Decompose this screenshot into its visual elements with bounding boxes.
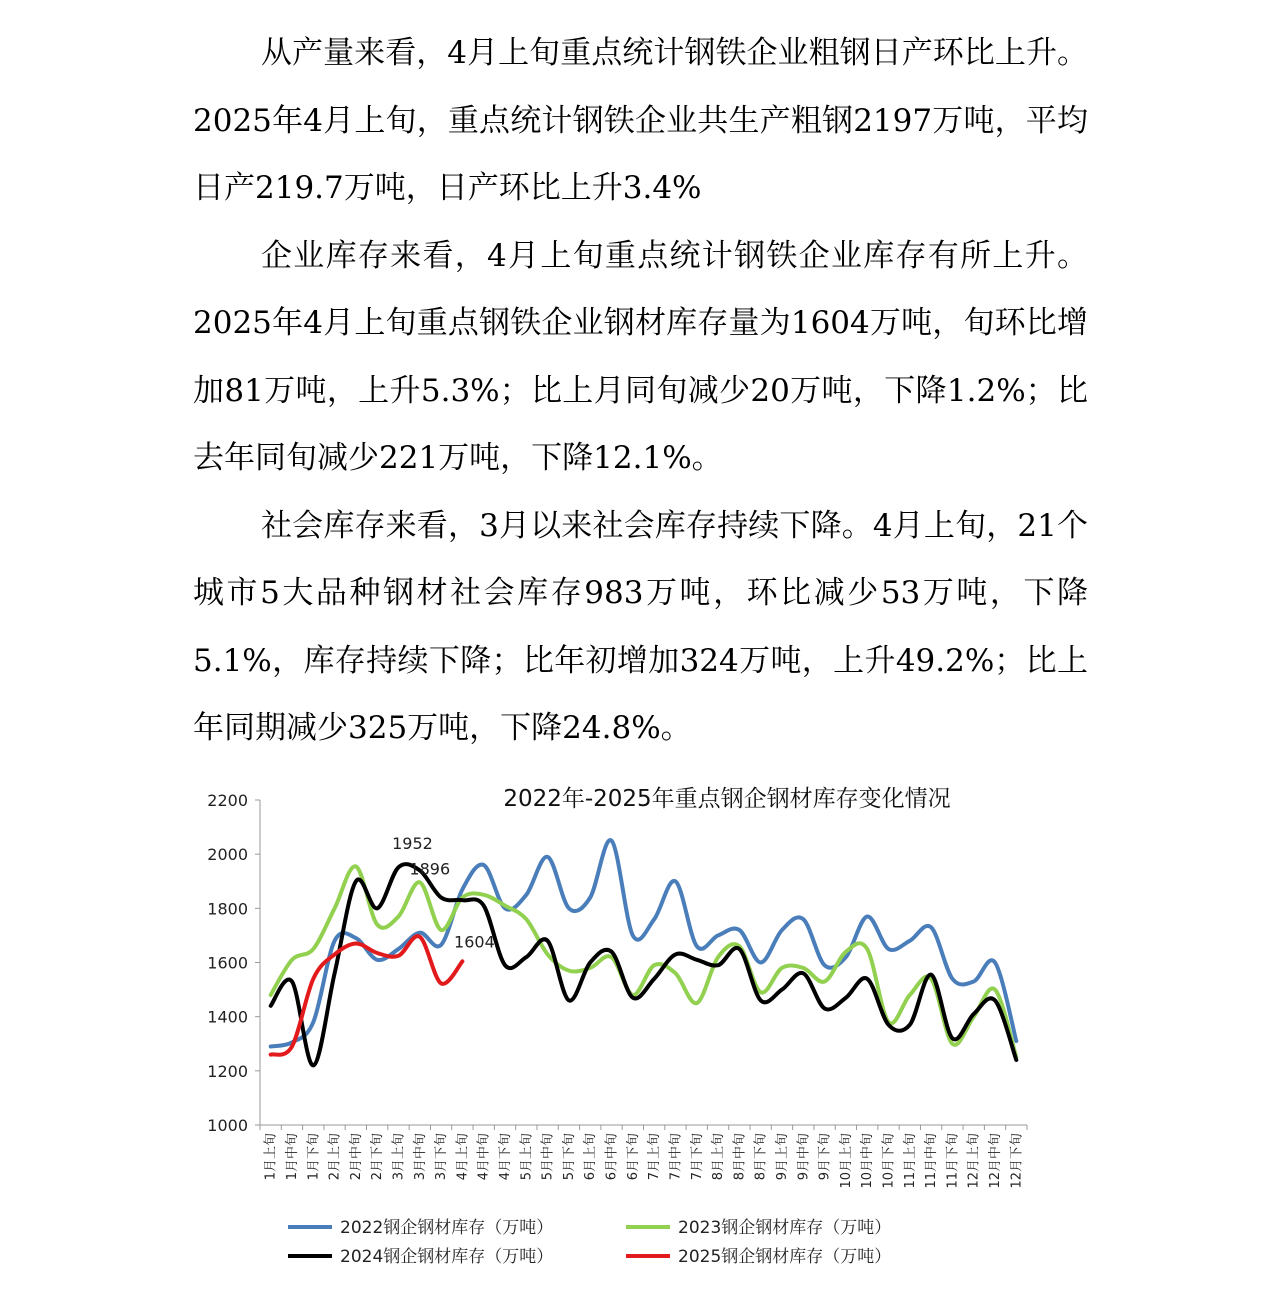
data-label: 1604 bbox=[454, 932, 495, 952]
data-label: 1896 bbox=[409, 859, 451, 879]
paragraph-production: 从产量来看，4月上旬重点统计钢铁企业粗钢日产环比上升。2025年4月上旬，重点统计钢铁企业共生产粗钢2197万吨，平均日产219.7万吨，日产环比上升3.4% bbox=[193, 35, 1088, 206]
x-tick-label: 10月中旬 bbox=[860, 1133, 876, 1189]
x-tick-label: 11月中旬 bbox=[924, 1133, 940, 1189]
series-line-1 bbox=[271, 840, 1017, 1046]
x-tick-label: 2月上旬 bbox=[327, 1133, 343, 1181]
x-tick-label: 12月下旬 bbox=[1009, 1133, 1025, 1189]
chart-title: 2022年-2025年重点钢企钢材库存变化情况 bbox=[503, 786, 951, 812]
x-tick-label: 11月下旬 bbox=[945, 1133, 961, 1189]
y-tick-label: 1400 bbox=[207, 1007, 248, 1027]
x-tick-label: 6月下旬 bbox=[625, 1133, 641, 1181]
inventory-line-chart bbox=[190, 775, 1050, 1285]
x-tick-label: 8月上旬 bbox=[711, 1133, 727, 1181]
x-tick-label: 1月中旬 bbox=[284, 1133, 300, 1181]
legend-label-3: 2024钢企钢材库存（万吨） bbox=[340, 1247, 554, 1267]
x-tick-label: 4月下旬 bbox=[498, 1133, 514, 1181]
x-tick-label: 10月下旬 bbox=[881, 1133, 897, 1189]
x-tick-label: 5月中旬 bbox=[540, 1133, 556, 1181]
paragraph-enterprise-inventory: 企业库存来看，4月上旬重点统计钢铁企业库存有所上升。2025年4月上旬重点钢铁企业钢材库存量为1604万吨，旬环比增加81万吨，上升5.3%；比上月同旬减少20万吨，下降1.2%；比去年同旬减少221万吨，下降12.1%。 bbox=[193, 237, 1088, 476]
x-tick-label: 6月中旬 bbox=[604, 1133, 620, 1181]
legend-label-2: 2023钢企钢材库存（万吨） bbox=[678, 1218, 892, 1238]
x-tick-label: 2月中旬 bbox=[348, 1133, 364, 1181]
x-tick-label: 5月下旬 bbox=[561, 1133, 577, 1181]
article-text bbox=[193, 20, 1088, 763]
x-tick-label: 4月上旬 bbox=[455, 1133, 471, 1181]
legend-label-4: 2025钢企钢材库存（万吨） bbox=[678, 1247, 892, 1267]
x-tick-label: 5月上旬 bbox=[519, 1133, 535, 1181]
x-tick-label: 10月上旬 bbox=[838, 1133, 854, 1189]
x-tick-label: 9月上旬 bbox=[774, 1133, 790, 1181]
y-tick-label: 1000 bbox=[207, 1116, 248, 1135]
x-tick-label: 6月上旬 bbox=[583, 1133, 599, 1181]
x-tick-label: 3月上旬 bbox=[391, 1133, 407, 1181]
y-tick-label: 1800 bbox=[207, 899, 248, 919]
x-tick-label: 2月下旬 bbox=[370, 1133, 386, 1181]
x-tick-label: 3月下旬 bbox=[434, 1133, 450, 1181]
x-tick-label: 4月中旬 bbox=[476, 1133, 492, 1181]
legend-label-1: 2022钢企钢材库存（万吨） bbox=[340, 1218, 554, 1238]
x-tick-label: 1月上旬 bbox=[263, 1133, 279, 1181]
x-tick-label: 1月下旬 bbox=[306, 1133, 322, 1181]
x-tick-label: 8月下旬 bbox=[753, 1133, 769, 1181]
y-tick-label: 2200 bbox=[207, 791, 248, 810]
x-tick-label: 7月上旬 bbox=[647, 1133, 663, 1181]
x-tick-label: 12月中旬 bbox=[988, 1133, 1004, 1189]
y-tick-label: 2000 bbox=[207, 845, 248, 865]
y-tick-label: 1600 bbox=[207, 953, 248, 973]
series-line-3 bbox=[271, 864, 1017, 1065]
x-tick-label: 9月下旬 bbox=[817, 1133, 833, 1181]
x-tick-label: 12月上旬 bbox=[966, 1133, 982, 1189]
x-tick-label: 9月中旬 bbox=[796, 1133, 812, 1181]
x-tick-label: 7月下旬 bbox=[689, 1133, 705, 1181]
x-tick-label: 8月中旬 bbox=[732, 1133, 748, 1181]
y-tick-label: 1200 bbox=[207, 1061, 248, 1081]
x-tick-label: 7月中旬 bbox=[668, 1133, 684, 1181]
x-tick-label: 11月上旬 bbox=[902, 1133, 918, 1189]
data-label: 1952 bbox=[392, 834, 433, 854]
x-tick-label: 3月中旬 bbox=[412, 1133, 428, 1181]
paragraph-social-inventory: 社会库存来看，3月以来社会库存持续下降。4月上旬，21个城市5大品种钢材社会库存983万吨，环比减少53万吨，下降5.1%，库存持续下降；比年初增加324万吨，上升49.2%；比上年同期减少325万吨，下降24.8%。 bbox=[193, 507, 1088, 746]
